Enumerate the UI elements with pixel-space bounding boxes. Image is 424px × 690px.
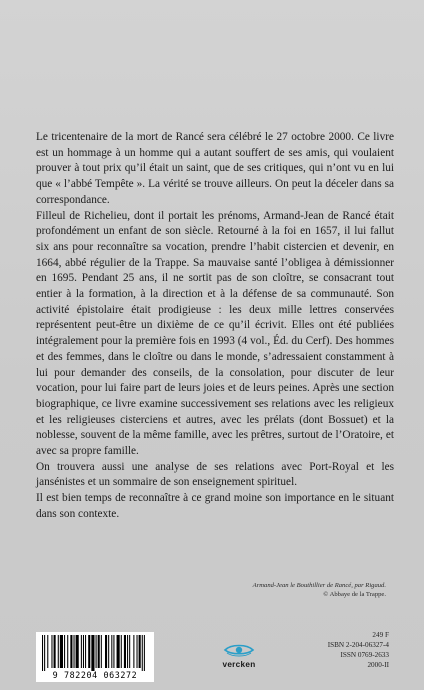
blurb-paragraph-4: Il est bien temps de reconnaître à ce grand moine son importance en le situant dans son contexte. xyxy=(36,492,394,520)
publisher-logo xyxy=(216,643,262,683)
credit-line-2: © Abbaye de la Trappe. xyxy=(323,590,386,598)
isbn-barcode xyxy=(36,632,154,682)
issn: ISSN 0769-2633 xyxy=(340,651,389,659)
eye-logo-icon xyxy=(223,643,255,657)
price: 249 F xyxy=(372,631,389,639)
blurb-paragraph-3: On trouvera aussi une analyse de ses relations avec Port-Royal et les jansénistes et un sommaire de son enseignement spirituel. xyxy=(36,460,394,489)
credit-line-1 xyxy=(146,582,386,591)
barcode-number: 9 782204 063272 xyxy=(52,670,138,680)
credit-portrait-title: Armand-Jean le Bouthillier de Rancé xyxy=(252,582,352,589)
blurb-paragraph-2: Filleul de Richelieu, dont il portait les prénoms, Armand-Jean de Rancé était profondément un enfant de son siècle. Retourné à la foi en 1657, il lui fallut six ans pour reconnaître sa vocation, prendre l’habit cistercien et devenir, en 1664, abbé régulier de la Trappe. Sa mauvaise santé l’obligea à démissionner en 1695. Pendant 25 ans, il ne sortit pas de son cloître, se consacrant tout entier à la formation, à la direction et à la défense de sa communauté. Son activité épistolaire était prodigieuse : les deux mille lettres conservées représentent peut-être un dixième de ce qu’il écrivit. Elles ont été publiées intégralement pour la première fois en 1993 (4 vol., Éd. du Cerf). Des hommes et des femmes, dans le cloître ou dans le monde, s’adressaient constamment à lui pour demander des conseils, de la consolation, pour discuter de leur vocation, pour lui faire part de leurs joies et de leurs peines. Après une section biographique, ce livre examine successivement ses relations avec les religieux et les religieuses cisterciens et autres, avec les prélats (dont Bossuet) et la noblesse, souvent de la même famille, avec les prêtres, surtout de l’Oratoire, et avec sa propre famille. xyxy=(36,209,394,458)
back-cover-blurb xyxy=(36,130,394,523)
cover-image-credit xyxy=(146,582,386,599)
edition-code: 2000-II xyxy=(367,661,389,669)
blurb-paragraph-1: Le tricentenaire de la mort de Rancé sera célébré le 27 octobre 2000. Ce livre est un hommage à un homme qui a autant souffert de ses amis, qui voulaient prouver à tout prix qu’il était un saint, que de ses critiques, qui n’ont vu en lui que « l’abbé Tempête ». La vérité se trouve ailleurs. On peut la déceler dans sa correspondance. xyxy=(36,131,394,206)
publication-info xyxy=(279,630,389,670)
isbn: ISBN 2-204-06327-4 xyxy=(327,641,389,649)
barcode-bars xyxy=(42,635,148,671)
credit-painter: , par Rigaud. xyxy=(351,582,386,589)
publisher-name: vercken xyxy=(222,660,256,669)
